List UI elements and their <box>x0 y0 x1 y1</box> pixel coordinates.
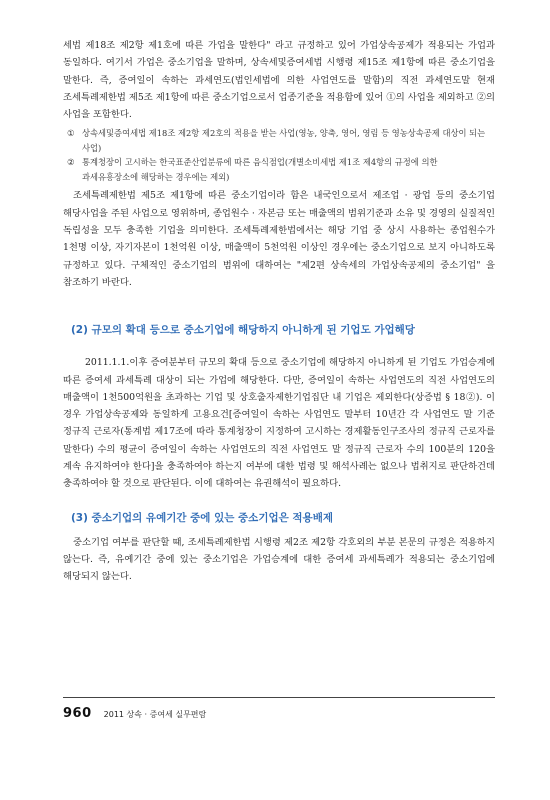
list-item-number: ① <box>67 128 75 139</box>
intro-text: 세법 제18조 제2항 제1호에 따른 가업을 말한다" 라고 규정하고 있어 가업상속공제가 적용되는 가업과 동일하다. 여기서 가업은 중소기업을 말하며, 상속세및증여세법 시행령 제15조 제1항에 따른 중소기업을 말한다. 즉, 증여일이 속하는 과세연도(법인세법에 의한 사업연도를 말함)의 직전 과세연도말 현재 조세특례제한법 제5조 제1항에 따른 중소기업으로서 업종기준을 적용함에 있어 ①의 사업을 제외하고 ②의 사업을 포함한다. <box>63 40 495 121</box>
page-footer <box>63 706 206 721</box>
list-item <box>67 155 495 184</box>
footer-divider <box>63 697 495 698</box>
list-item-number: ② <box>67 157 75 168</box>
business-list <box>63 126 495 184</box>
list-item <box>67 126 495 155</box>
page-number: 960 <box>63 706 92 721</box>
page-content <box>63 37 495 586</box>
list-item-text: 통계청장이 고시하는 한국표준산업분류에 따른 음식점업(개별소비세법 제1조 제4항의 규정에 의한 과세유흥장소에 해당하는 경우에는 제외) <box>82 157 438 182</box>
section-heading-2: (2) 규모의 확대 등으로 중소기업에 해당하지 아니하게 된 기업도 가업해당 <box>71 324 415 337</box>
section-heading-3: (3) 중소기업의 유예기간 중에 있는 중소기업은 적용배제 <box>71 511 333 524</box>
size-expansion-paragraph: 2011.1.1.이후 증여분부터 규모의 확대 등으로 중소기업에 해당하지 아니하게 된 기업도 가업승계에 따른 증여세 과세특례 대상이 되는 가업에 해당한다. 다만, 증여일이 속하는 사업연도의 직전 사업연도의 매출액이 1천500억원을 초과하는 기업 및 상호출자제한기업집단 내 기업은 제외한다(상증법 § 18②). 이 경우 가업상속공제와 동일하게 고용요건[증여일이 속하는 사업연도 말부터 10년간 각 사업연도 말 기준 정규직 근로자(통계법 제17조에 따라 통계청장이 지정하여 고시하는 경제활동인구조사의 정규직 근로자를 말한다) 수의 평균이 증여일이 속하는 사업연도의 직전 사업연도 말 정규직 근로자 수의 100분의 120을 계속 유지하여야 한다]을 충족하여야 하는지 여부에 대한 법령 및 해석사례는 없으나 법취지로 판단하건데 충족하여야 할 것으로 판단된다. 이에 대하여는 유권해석이 필요하다. <box>63 357 495 490</box>
grace-period-paragraph: 중소기업 여부를 판단할 때, 조세특례제한법 시행령 제2조 제2항 각호외의 부분 본문의 규정은 적용하지 않는다. 즉, 유예기간 중에 있는 중소기업은 가업승계에 대한 증여세 과세특례가 적용되는 중소기업에 해당되지 않는다. <box>63 536 495 583</box>
list-item-text: 상속세및증여세법 제18조 제2항 제2호의 적용을 받는 사업(영농, 양축, 영어, 영림 등 영농상속공제 대상이 되는 사업) <box>82 128 486 153</box>
book-title: 2011 상속 · 증여세 실무편람 <box>103 710 207 719</box>
intro-paragraph <box>63 37 495 123</box>
sme-definition-paragraph: 조세특례제한법 제5조 제1항에 따른 중소기업이라 함은 내국인으로서 제조업 · 광업 등의 중소기업 해당사업을 주된 사업으로 영위하며, 종업원수 · 자본금 또는 매출액의 범위기준과 소유 및 경영의 실질적인 독립성을 모두 충족한 기업을 의미한다. 조세특례제한법에서는 해당 기업 중 상시 사용하는 종업원수가 1천명 이상, 자기자본이 1천억원 이상, 매출액이 5천억원 이상인 경우에는 중소기업으로 보지 아니하도록 규정하고 있다. 구체적인 중소기업의 범위에 대하여는 "제2편 상속세의 가업상속공제의 중소기업" 을 참조하기 바란다. <box>63 190 495 288</box>
